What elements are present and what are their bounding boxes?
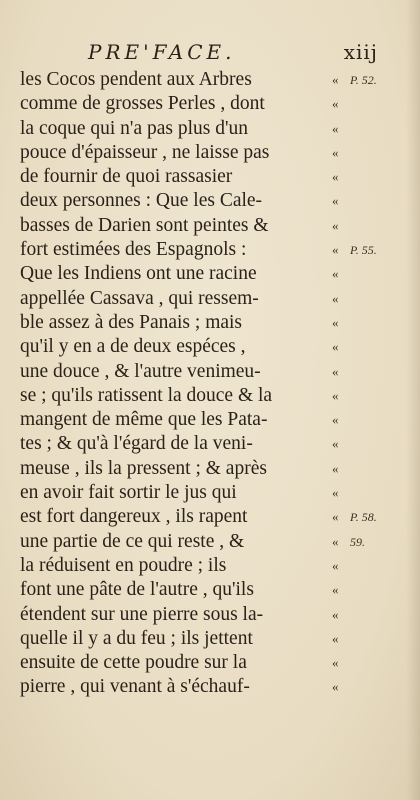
- line-text: pouce d'épaisseur , ne laisse pas: [20, 141, 270, 163]
- quotation-mark: «: [332, 679, 339, 695]
- quotation-mark: «: [332, 557, 339, 573]
- text-line: [20, 627, 420, 651]
- text-line: [20, 335, 420, 359]
- quotation-mark: «: [332, 217, 339, 233]
- quotation-mark: «: [332, 533, 339, 549]
- text-line: [20, 262, 420, 286]
- text-line: [20, 651, 420, 675]
- header-title: PRE'FACE.: [88, 40, 236, 64]
- text-line: [20, 578, 420, 602]
- text-line: [20, 287, 420, 311]
- text-line: [20, 432, 420, 456]
- margin-note: P. 52.: [350, 73, 377, 87]
- text-line: [20, 92, 420, 116]
- text-line: [20, 408, 420, 432]
- quotation-mark: «: [332, 460, 339, 476]
- page-gutter-shadow: [406, 0, 420, 800]
- line-text: qu'il y en a de deux espéces ,: [20, 336, 246, 358]
- line-text: meuse , ils la pressent ; & après: [20, 457, 267, 479]
- text-line: [20, 360, 420, 384]
- text-line: [20, 530, 420, 554]
- margin-note: P. 58.: [350, 510, 377, 525]
- text-line: [20, 311, 420, 335]
- line-text: deux personnes : Que les Cale-: [20, 190, 263, 212]
- quotation-mark: «: [332, 582, 339, 598]
- line-text: en avoir fait sortir le jus qui: [20, 482, 237, 504]
- line-text: basses de Darien sont peintes &: [20, 214, 269, 236]
- text-line: [20, 505, 420, 529]
- line-text: se ; qu'ils ratissent la douce & la: [20, 384, 273, 406]
- text-line: [20, 384, 420, 408]
- margin-note: P. 55.: [350, 243, 377, 258]
- text-line: [20, 189, 420, 213]
- quotation-mark: «: [332, 412, 339, 428]
- running-header: [88, 40, 388, 64]
- line-text: comme de grosses Perles , dont: [20, 93, 265, 115]
- text-line: [20, 165, 420, 189]
- text-line: [20, 603, 420, 627]
- quotation-mark: «: [332, 144, 339, 160]
- line-text: fort estimées des Espagnols :: [20, 239, 247, 261]
- line-text: est fort dangereux , ils rapent: [20, 506, 248, 528]
- quotation-mark: «: [332, 96, 339, 112]
- line-text: étendent sur une pierre sous la-: [20, 603, 264, 625]
- quotation-mark: «: [332, 169, 339, 185]
- text-line: [20, 117, 420, 141]
- text-line: [20, 481, 420, 505]
- page-body: [20, 68, 420, 700]
- quotation-mark: «: [332, 387, 339, 403]
- line-text: de fournir de quoi rassasier: [20, 166, 233, 188]
- line-text: la coque qui n'a pas plus d'un: [20, 117, 248, 139]
- quotation-mark: «: [332, 72, 339, 87]
- quotation-mark: «: [332, 339, 339, 355]
- quotation-mark: «: [332, 314, 339, 330]
- quotation-mark: «: [332, 509, 339, 525]
- quotation-mark: «: [332, 242, 339, 258]
- line-text: mangent de même que les Pata-: [20, 409, 268, 431]
- page-number: xiij: [343, 40, 378, 64]
- line-text: appellée Cassava , qui ressem-: [20, 287, 259, 309]
- quotation-mark: «: [332, 120, 339, 136]
- text-line: [20, 675, 420, 699]
- quotation-mark: «: [332, 436, 339, 452]
- quotation-mark: «: [332, 266, 339, 282]
- text-line: [20, 214, 420, 238]
- quotation-mark: «: [332, 606, 339, 622]
- quotation-mark: «: [332, 655, 339, 671]
- line-text: quelle il y a du feu ; ils jettent: [20, 627, 253, 649]
- line-text: ble assez à des Panais ; mais: [20, 311, 243, 333]
- text-line: [20, 141, 420, 165]
- line-text: les Cocos pendent aux Arbres: [20, 69, 252, 90]
- line-text: une partie de ce qui reste , &: [20, 530, 245, 552]
- quotation-mark: «: [332, 630, 339, 646]
- text-line: [20, 238, 420, 262]
- quotation-mark: «: [332, 363, 339, 379]
- line-text: la réduisent en poudre ; ils: [20, 554, 227, 576]
- line-text: ensuite de cette poudre sur la: [20, 652, 247, 674]
- line-text: font une pâte de l'autre , qu'ils: [20, 579, 254, 601]
- line-text: pierre , qui venant à s'échauf-: [20, 676, 250, 698]
- quotation-mark: «: [332, 193, 339, 209]
- quotation-mark: «: [332, 290, 339, 306]
- line-text: tes ; & qu'à l'égard de la veni-: [20, 433, 253, 455]
- text-line: [20, 68, 420, 92]
- text-line: [20, 457, 420, 481]
- quotation-mark: «: [332, 485, 339, 501]
- margin-note: 59.: [350, 534, 365, 549]
- line-text: une douce , & l'autre venimeu-: [20, 360, 261, 382]
- text-line: [20, 554, 420, 578]
- line-text: Que les Indiens ont une racine: [20, 263, 257, 285]
